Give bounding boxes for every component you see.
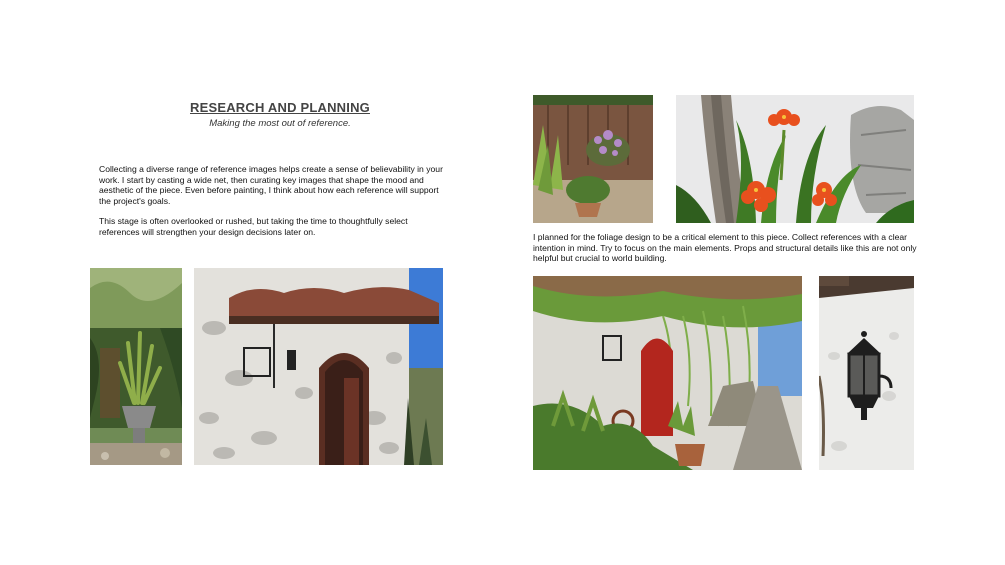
photo-potted-plant — [90, 268, 182, 465]
photo-arched-doorway — [194, 268, 443, 465]
foliage-paragraph: I planned for the foliage design to be a critical element to this piece. Collect references with a clear intention in mind. Try to focus on the main elements. Props and structural details like this are not only helpful but crucial to world building. — [533, 232, 917, 264]
secondary-paragraph: This stage is often overlooked or rushed, but taking the time to thoughtfully select references will strengthen your design decisions later on. — [99, 216, 408, 237]
photo-foliage-walkway — [533, 276, 802, 470]
photo-garden-fence — [533, 95, 653, 223]
photo-wall-lantern — [819, 276, 914, 470]
intro-paragraph: Collecting a diverse range of reference images helps create a sense of believability in your work. I start by casting a wide net, then curating key images that shape the mood and aesthetic of the piece. Even before painting, I think about how each reference will support the project's goals. — [99, 164, 443, 206]
page-title: RESEARCH AND PLANNING — [190, 100, 370, 115]
photo-orange-flowers — [676, 95, 914, 223]
page-subtitle: Making the most out of reference. — [209, 118, 351, 129]
